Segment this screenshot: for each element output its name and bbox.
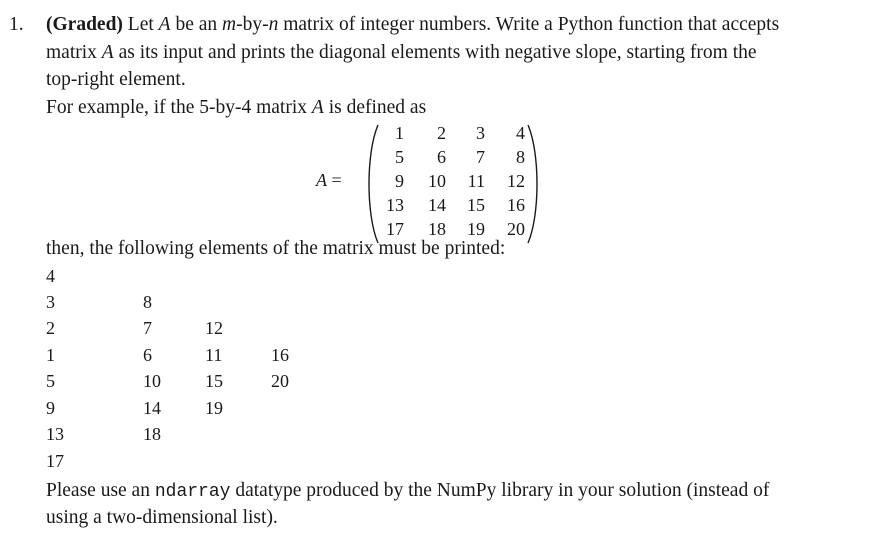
matrix-cell: 8	[516, 147, 525, 167]
output-value: 5	[46, 371, 55, 391]
matrix-cell: 17	[386, 219, 404, 239]
matrix-cell: 4	[516, 123, 525, 143]
graded-label: (Graded)	[46, 14, 123, 35]
matrix-cell: 18	[428, 219, 446, 239]
variable-A: A	[101, 42, 114, 63]
output-value: 12	[205, 318, 223, 338]
output-value: 2	[46, 318, 55, 338]
text-fragment: datatype produced by the NumPy library in your solution (instead of	[230, 480, 770, 501]
closing-line-2: using a two-dimensional list).	[46, 507, 278, 528]
text-fragment: -by-	[236, 14, 269, 35]
matrix-cell: 11	[467, 171, 485, 191]
output-value: 13	[46, 424, 64, 444]
output-value: 16	[271, 345, 289, 365]
matrix-cell: 1	[395, 123, 404, 143]
output-value: 11	[205, 345, 223, 365]
matrix-lhs: A =	[316, 170, 342, 190]
matrix-cell: 3	[476, 123, 485, 143]
then-text: then, the following elements of the matrix must be printed:	[46, 238, 506, 259]
variable-A: A	[158, 14, 171, 35]
output-value: 6	[143, 345, 152, 365]
problem-number: 1.	[9, 14, 24, 35]
variable-A: A	[311, 97, 324, 118]
text-fragment: Please use an	[46, 480, 155, 501]
text-fragment: Let	[122, 14, 159, 35]
matrix-cell: 19	[467, 219, 485, 239]
output-value: 9	[46, 398, 55, 418]
output-value: 1	[46, 345, 55, 365]
text-fragment: is defined as	[323, 97, 427, 118]
variable-n: n	[268, 14, 279, 35]
problem-line-3: top-right element.	[46, 69, 186, 90]
matrix-cell: 10	[428, 171, 446, 191]
output-value: 17	[46, 451, 64, 471]
problem-line-1	[46, 12, 779, 38]
matrix-cell: 16	[507, 195, 525, 215]
output-value: 15	[205, 371, 223, 391]
matrix-cell: 15	[467, 195, 485, 215]
matrix-cell: 7	[476, 147, 485, 167]
closing-line-1	[46, 478, 769, 505]
matrix-cell: 6	[437, 147, 446, 167]
matrix-cell: 14	[428, 195, 446, 215]
text-fragment: matrix of integer numbers. Write a Python function that accepts	[278, 14, 780, 35]
code-ndarray: ndarray	[154, 482, 231, 502]
matrix-cell: 9	[395, 171, 404, 191]
output-value: 4	[46, 266, 55, 286]
output-value: 18	[143, 424, 161, 444]
example-intro	[46, 95, 426, 121]
output-value: 10	[143, 371, 161, 391]
text-fragment: as its input and prints the diagonal elements with negative slope, starting from the	[113, 42, 757, 63]
matrix-cell: 12	[507, 171, 525, 191]
output-value: 19	[205, 398, 223, 418]
matrix-cell: 5	[395, 147, 404, 167]
problem-line-2	[46, 40, 757, 66]
output-value: 8	[143, 292, 152, 312]
matrix-cell: 20	[507, 219, 525, 239]
variable-m: m	[222, 14, 237, 35]
right-paren	[524, 123, 544, 245]
text-fragment: be an	[170, 14, 222, 35]
output-value: 14	[143, 398, 161, 418]
matrix-cell: 2	[437, 123, 446, 143]
output-value: 7	[143, 318, 152, 338]
text-fragment: matrix	[46, 42, 102, 63]
matrix-cell: 13	[386, 195, 404, 215]
text-fragment: For example, if the 5-by-4 matrix	[46, 97, 312, 118]
output-value: 3	[46, 292, 55, 312]
output-value: 20	[271, 371, 289, 391]
